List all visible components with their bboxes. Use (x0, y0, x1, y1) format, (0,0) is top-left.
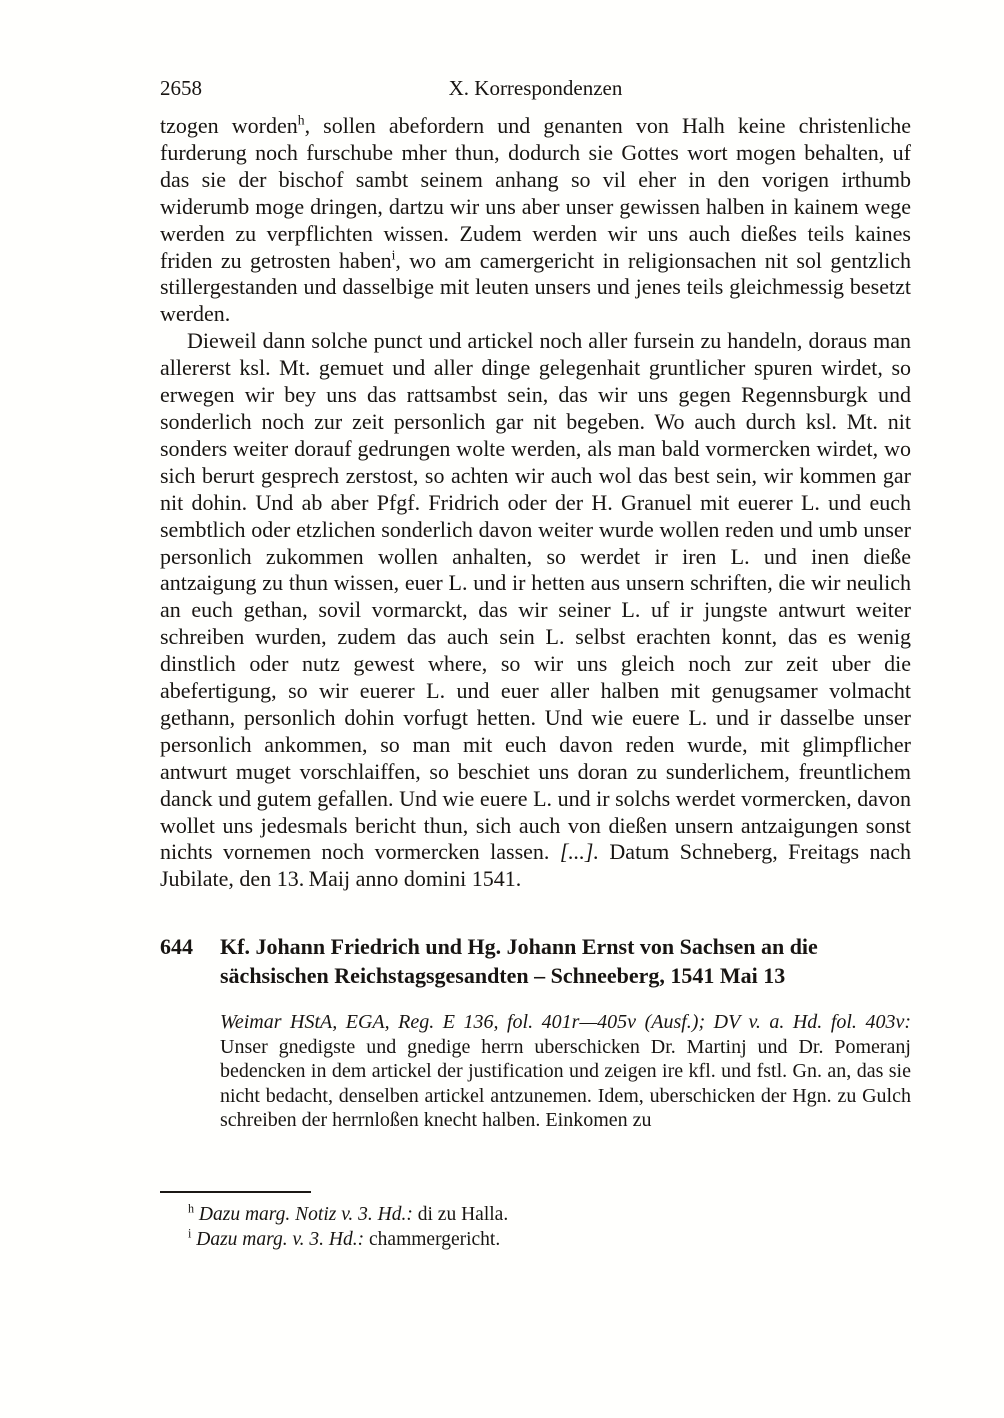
body-paragraph-2: Dieweil dann solche punct und artickel noch aller fursein zu handeln, doraus man allererst ksl. Mt. gemuet und aller dinge gelegenhait gruntlicher spuren wirdet, so erwegen wir bey uns das rattsambst sein, das wir uns gegen Regennsburgk und sonderlich noch zur zeit personlich gar nit begeben. Wo auch durch ksl. Mt. nit sonders weiter dorauf gedrungen wolte werden, als man bald vormercken wirdet, wo sich berurt gesprech zerstost, so achten wir auch wol das best sein, wir kommen gar nit dohin. Und ab aber Pfgf. Fridrich oder der H. Granuel mit euerer L. und euch sembtlich oder etzlichen sonderlich davon weiter wurde wollen reden und umb unser personlich zukommen wollen anhalten, so werdet ir iren L. und inen dieße antzaigung zu thun wissen, euer L. und ir hetten aus unsern schriften, die wir neulich an euch gethan, sovil vormarckt, das wir seiner L. uf ir jungste antwurt weiter schreiben wurden, zudem das auch sein L. selbst erachten konnt, das es wenig dinstlich oder nutz gewest where, so wir uns gleich noch zur zeit uber die abefertigung, so wir euerer L. und euer aller halben mit genugsamer volmacht gethann, personlich dohin vorfugt hetten. Und wie euere L. und ir dasselbe unser personlich ankommen, so man mit euch davon reden wurde, mit glimpflicher antwurt muget vorschlaiffen, so beschiet uns doran zu sunderlichem, freuntlichem danck und gutem gefallen. Und wie euere L. und ir solchs werdet vormercken, davon wollet uns jedesmals bericht thun, sich auch von dießen unsern antzaigungen sonst nichts vornemen noch vormercken lassen. [...]. Datum Schneberg, Freitags nach Jubilate, den 13. Maij anno domini 1541. (160, 328, 911, 892)
page-number: 2658 (160, 76, 202, 100)
body-paragraph-1: tzogen worden$^h$, sollen abefordern und genanten von Halh keine christenliche furderung noch furschube mher thun, dodurch sie Gottes wort mogen behalten, uf das sie der bischof sambt seinem anhang so vil eher in den vorigen irthumb widerumb moge dringen, dartzu wir uns aber unser gewissen halben in kainem wege werden zu verpflichten wissen. Zudem werden wir uns auch dießes teils kaines friden zu getrosten haben$^i$, wo am camergericht in religionsachen nit sol gentzlich stillergestanden und dasselbige mit leuten unsers und jenes teils gleichmessig besetzt werden. (160, 112, 912, 327)
entry-heading (160, 933, 911, 990)
main-text-block (160, 113, 911, 1133)
footnote-h: $^h$ Dazu marg. Notiz v. 3. Hd.: di zu Halla. (188, 1201, 509, 1225)
entry-644 (160, 933, 911, 1133)
footnotes-section (160, 1191, 911, 1252)
entry-title: Kf. Johann Friedrich und Hg. Johann Ernst von Sachsen an die sächsischen Reichstagsgesandten – Schneeberg, 1541 Mai 13 (220, 934, 818, 988)
entry-source-and-regest: Weimar HStA, EGA, Reg. E 136, fol. 401r—405v (Ausf.); DV v. a. Hd. fol. 403v: Unser gnedigste und gnedige herrn uberschicken Dr. Martinj und Dr. Pomeranj bedencken in dem artickel der justification und zeigen ire kfl. und fstl. Gn. an, das sie nicht bedacht, denselben artickel antzunemen. Idem, uberschicken der Hgn. zu Gulch schreiben der herrnloßen knecht halben. Einkomen zu (220, 1011, 911, 1132)
entry-number: 644 (160, 934, 193, 960)
footnote-i: $^i$ Dazu marg. v. 3. Hd.: chammergericht. (188, 1226, 501, 1250)
footnote-separator-rule (160, 1191, 311, 1193)
running-head-title: X. Korrespondenzen (448, 76, 623, 100)
running-header (160, 76, 911, 100)
